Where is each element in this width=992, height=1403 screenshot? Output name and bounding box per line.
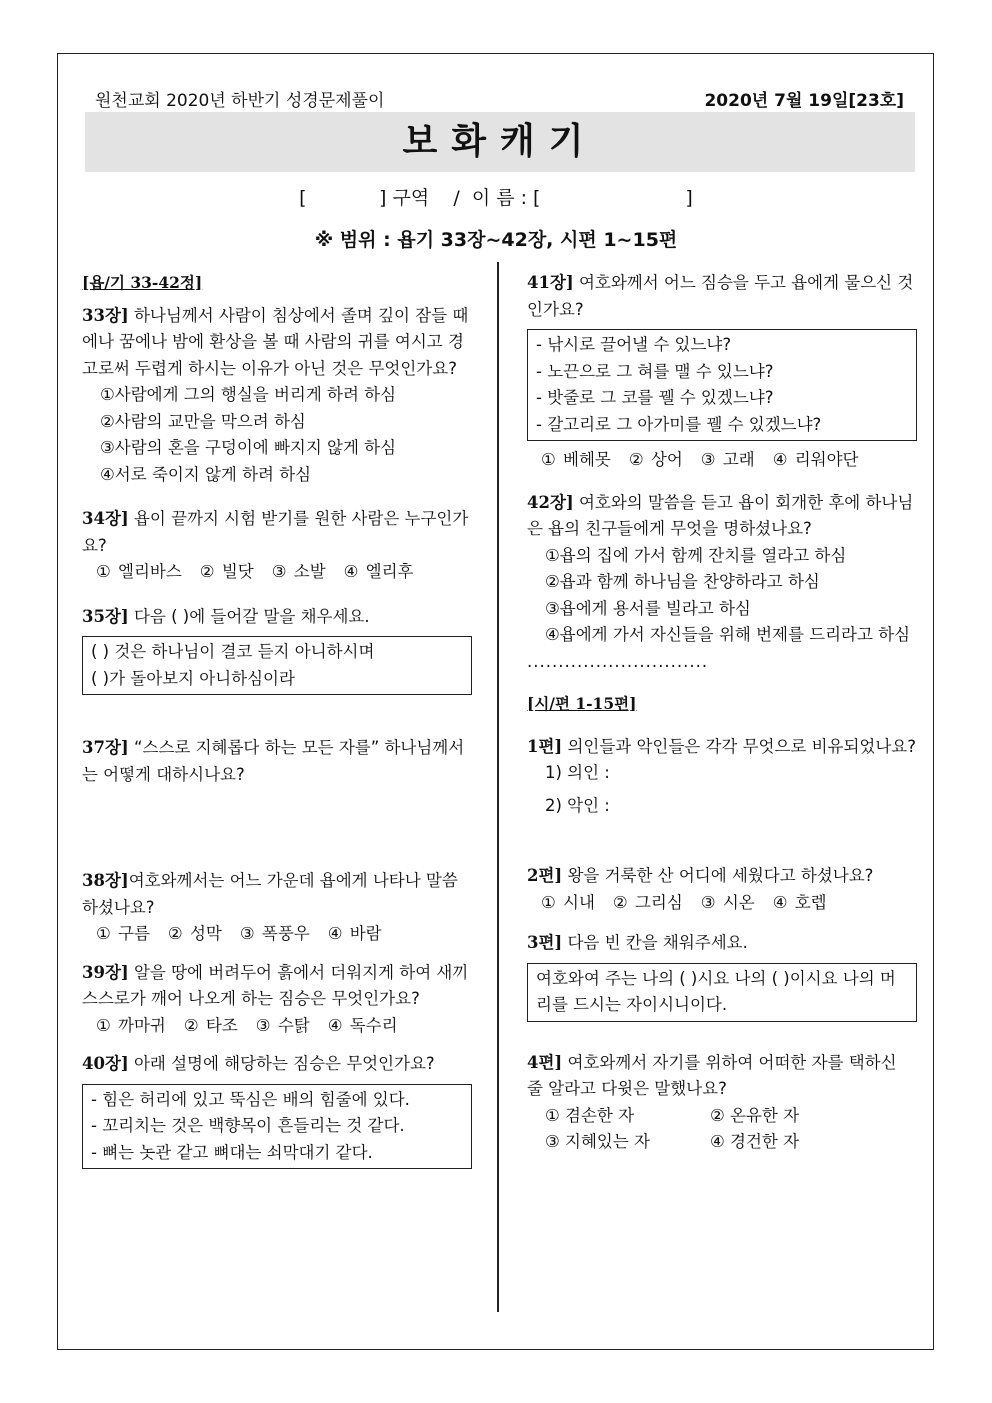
q-number: 38장] <box>82 871 129 890</box>
header-date: 2020년 7월 19일[23호] <box>704 91 904 111</box>
q-number: 2편] <box>527 866 563 885</box>
left-column <box>82 270 472 1175</box>
q-number: 1편] <box>527 736 563 756</box>
column-divider <box>497 262 499 1312</box>
question-40 <box>82 1051 472 1078</box>
q-text: 알을 땅에 버려두어 흙에서 더워지게 하여 새끼 스스로가 깨어 나오게 하는 짐승은 무엇인가요? <box>82 962 469 1008</box>
option: ③사람의 혼을 구덩이에 빠지지 않게 하심 <box>100 438 397 457</box>
q-text: 아래 설명에 해당하는 짐승은 무엇인가요? <box>128 1054 435 1073</box>
option: ① 구름 <box>96 924 150 943</box>
q-text: 다음 빈 칸을 채워주세요. <box>562 933 748 952</box>
psalm-1-answers <box>527 760 917 819</box>
option-row <box>545 1129 917 1156</box>
question-34 <box>82 506 472 559</box>
option: ④ 엘리후 <box>343 562 414 581</box>
option: ④ 경건한 자 <box>710 1132 800 1151</box>
question-41 <box>527 270 917 323</box>
box-line: - 낚시로 끌어낼 수 있느냐? <box>536 335 732 354</box>
q-text: 다음 ( )에 들어갈 말을 채우세요. <box>128 606 370 626</box>
q-text: 하나님께서 사람이 침상에서 졸며 깊이 잠들 때에나 꿈에나 밤에 환상을 볼 때 사람의 귀를 여시고 경고로써 두렵게 하시는 이유가 아닌 것은 무엇인가요? <box>82 305 469 378</box>
box-line: - 뼈는 놋관 같고 뼈대는 쇠막대기 같다. <box>91 1142 373 1162</box>
q41-options <box>527 447 917 474</box>
q-number: 4편] <box>527 1052 563 1072</box>
psalm-2 <box>527 863 917 890</box>
psalm-3-box: 여호와여 주는 나의 ( )시요 나의 ( )이시요 나의 머리를 드시는 자이시니이다. <box>527 963 917 1022</box>
option: ② 빌닷 <box>199 562 254 581</box>
title-bar <box>85 112 915 172</box>
q-number: 35장] <box>82 606 129 626</box>
q-text: 왕을 거룩한 산 어디에 세웠다고 하셨나요? <box>562 866 874 885</box>
q-text: 욥이 끝까지 시험 받기를 원한 사람은 누구인가요? <box>82 509 469 555</box>
option: ④ 리워야단 <box>772 450 859 469</box>
name-row: [ ] 구역 / 이 름 : [ ] <box>299 187 693 209</box>
option: ① 까마귀 <box>96 1015 166 1035</box>
q41-box <box>527 329 917 441</box>
right-column <box>527 270 917 1156</box>
box-line: ( )가 돌아보지 아니하심이라 <box>91 668 295 688</box>
q-text: 여호와께서 어느 짐승을 두고 욥에게 물으신 것인가요? <box>527 273 914 319</box>
answer-wicked: 2) 악인 : <box>545 795 610 815</box>
answer-righteous: 1) 의인 : <box>545 763 610 782</box>
psalm-4 <box>527 1050 917 1103</box>
option: ④ 독수리 <box>327 1015 398 1035</box>
option: ② 성막 <box>167 924 222 943</box>
q-number: 40장] <box>82 1054 129 1073</box>
option: ②사람의 교만을 막으려 하심 <box>100 411 306 431</box>
q42-options <box>527 543 917 649</box>
q33-options <box>82 382 472 488</box>
q34-options <box>82 559 472 586</box>
q-number: 33장] <box>82 305 129 325</box>
section-psalms: [시/편 1-15편] <box>527 694 637 713</box>
q39-options <box>82 1013 472 1040</box>
option: ③ 수탉 <box>255 1015 310 1035</box>
question-35 <box>82 604 472 631</box>
option: ② 그리심 <box>612 892 683 912</box>
question-39 <box>82 960 472 1013</box>
q40-box <box>82 1084 472 1170</box>
page-title: 보화캐기 <box>402 121 598 162</box>
q-text: 여호와께서는 어느 가운데 욥에게 나타나 말씀하셨나요? <box>82 871 458 917</box>
q-number: 37장] <box>82 738 129 757</box>
psalm-2-options <box>527 890 917 917</box>
option: ③욥에게 용서를 빌라고 하심 <box>545 598 751 618</box>
option: ② 상어 <box>628 450 683 469</box>
option: ①사람에게 그의 행실을 버리게 하려 하심 <box>100 385 397 404</box>
question-33 <box>82 303 472 383</box>
header-church: 원천교회 2020년 하반기 성경문제풀이 <box>95 91 385 111</box>
psalm-3 <box>527 930 917 957</box>
option-row <box>545 1103 917 1130</box>
option: ① 겸손한 자 <box>545 1105 635 1125</box>
option: ① 엘리바스 <box>96 562 182 581</box>
q-number: 41장] <box>527 273 574 292</box>
option: ④ 바람 <box>327 924 382 943</box>
section-job: [욥/기 33-42정] <box>82 273 203 292</box>
option: ①욥의 집에 가서 함께 잔치를 열라고 하심 <box>545 545 847 565</box>
option: ③ 폭풍우 <box>239 924 310 943</box>
dotted-separator: ............................. <box>527 651 709 671</box>
option: ②욥과 함께 하나님을 찬양하라고 하심 <box>545 572 820 591</box>
box-line: - 꼬리치는 것은 백향목이 흔들리는 것 같다. <box>91 1116 405 1135</box>
question-37 <box>82 735 472 788</box>
option: ② 타조 <box>183 1015 238 1035</box>
q35-box <box>82 636 472 695</box>
psalm-1 <box>527 734 917 761</box>
option: ③ 고래 <box>700 450 755 469</box>
option: ③ 지혜있는 자 <box>545 1132 650 1151</box>
q-text: 여호와께서 자기를 위하여 어떠한 자를 택하신 줄 알라고 다윗은 말했나요? <box>527 1052 897 1098</box>
option: ④ 호렙 <box>772 892 827 912</box>
q-number: 39장] <box>82 962 129 982</box>
q-number: 42장] <box>527 492 574 512</box>
box-line: - 갈고리로 그 아가미를 꿸 수 있겠느냐? <box>536 414 822 434</box>
option: ② 온유한 자 <box>710 1105 800 1125</box>
q-text: “스스로 지혜롭다 하는 모든 자를” 하나님께서는 어떻게 대하시나요? <box>82 738 465 784</box>
q38-options <box>82 921 472 948</box>
box-line: ( ) 것은 하나님이 결코 듣지 아니하시며 <box>91 642 375 661</box>
question-42 <box>527 490 917 543</box>
box-line: - 노끈으로 그 혀를 맬 수 있느냐? <box>536 361 774 381</box>
q-text: 여호와의 말씀을 듣고 욥이 회개한 후에 하나님은 욥의 친구들에게 무엇을 명하셨나요? <box>527 492 914 538</box>
option: ④욥에게 가서 자신들을 위해 번제를 드리라고 하심 <box>545 625 911 644</box>
option: ① 베헤못 <box>541 450 611 469</box>
question-38 <box>82 868 472 921</box>
q-text: 의인들과 악인들은 각각 무엇으로 비유되었나요? <box>562 736 916 756</box>
q-number: 34장] <box>82 509 129 528</box>
range-line: ※ 범위 : 욥기 33장~42장, 시편 1~15편 <box>314 229 678 251</box>
q-number: 3편] <box>527 933 563 952</box>
psalm-4-options <box>527 1103 917 1156</box>
option: ③ 시온 <box>700 892 755 912</box>
option: ① 시내 <box>541 892 595 912</box>
box-line: - 힘은 허리에 있고 뚝심은 배의 힘줄에 있다. <box>91 1089 410 1109</box>
option: ④서로 죽이지 않게 하려 하심 <box>100 464 312 484</box>
option: ③ 소발 <box>271 562 326 581</box>
box-line: - 밧줄로 그 코를 꿸 수 있겠느냐? <box>536 388 774 407</box>
